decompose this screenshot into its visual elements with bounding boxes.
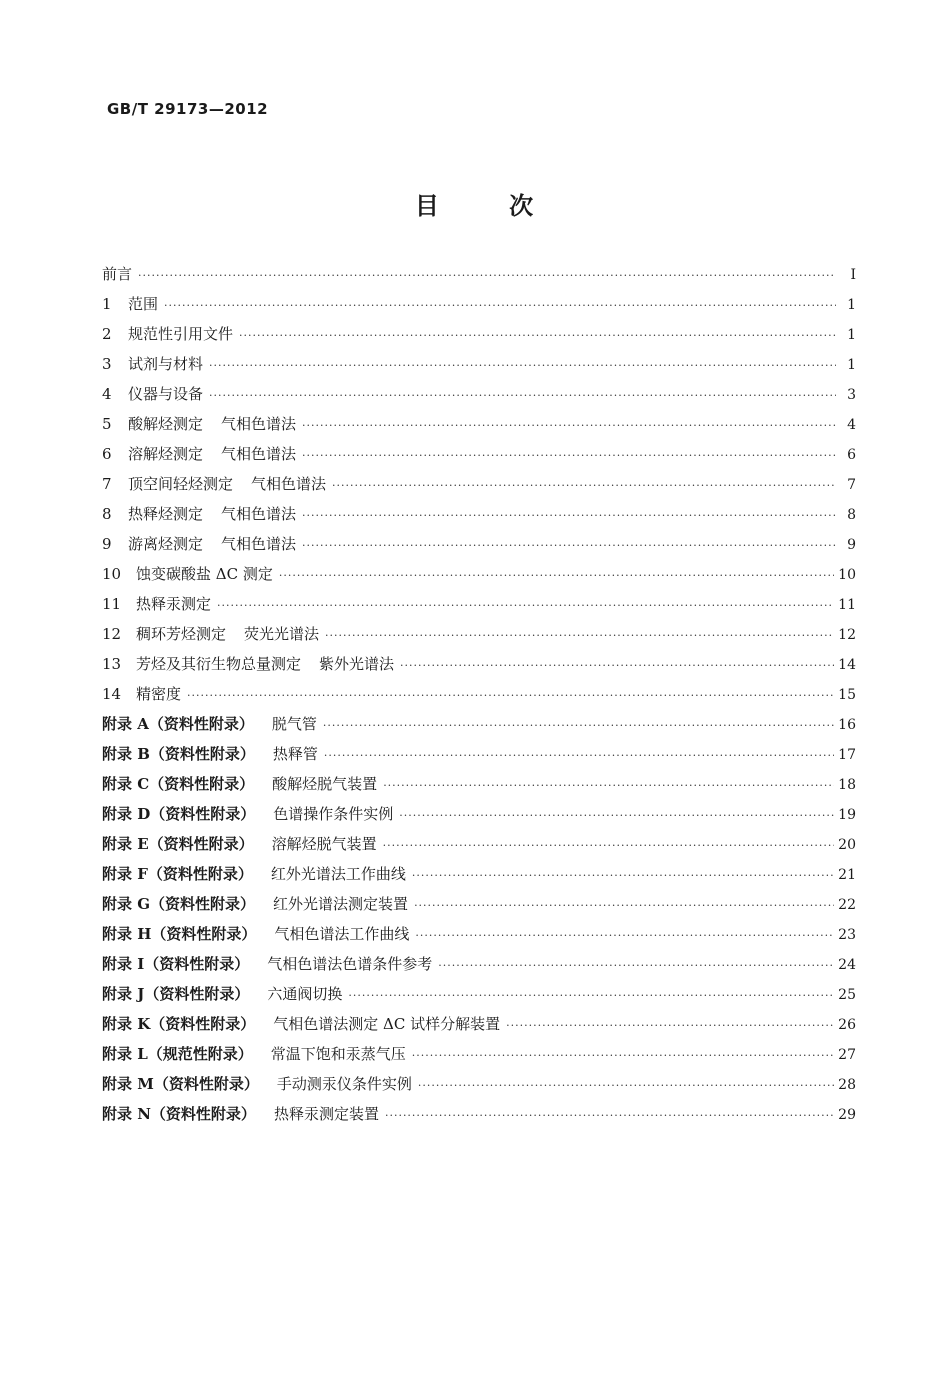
- dot-leader: [438, 959, 834, 972]
- toc-entry[interactable]: [102, 533, 856, 563]
- toc-entry-page: 12: [838, 627, 856, 643]
- dot-leader: [383, 779, 834, 792]
- toc-entry-number: 14: [102, 685, 122, 703]
- toc-annex-label: [102, 1103, 379, 1124]
- annex-title: 手动测汞仪条件实例: [276, 1075, 412, 1093]
- dot-leader: [348, 989, 834, 1002]
- annex-prefix: 附录 M（资料性附录）: [102, 1075, 259, 1093]
- annex-prefix: 附录 I（资料性附录）: [102, 955, 250, 973]
- toc-annex-page: 22: [838, 897, 856, 913]
- toc-entry-title: 芳烃及其衍生物总量测定: [136, 655, 302, 673]
- annex-title: 六通阀切换: [267, 985, 343, 1003]
- toc-entry-label: [102, 503, 296, 524]
- standard-number: GB/T 29173—2012: [107, 100, 269, 118]
- dot-leader: [383, 839, 835, 852]
- toc-entry[interactable]: [102, 503, 856, 533]
- toc-entry-label: [102, 473, 326, 494]
- toc-annex-entry[interactable]: [102, 1013, 856, 1043]
- dot-leader: [302, 449, 836, 462]
- toc-entry-method: 荧光光谱法: [244, 625, 320, 643]
- annex-prefix: 附录 E（资料性附录）: [102, 835, 254, 853]
- dot-leader: [302, 539, 836, 552]
- toc-entry-label: [102, 323, 233, 344]
- toc-entry-title: 蚀变碳酸盐 ΔC 测定: [136, 565, 273, 583]
- annex-title: 气相色谱法色谱条件参考: [267, 955, 433, 973]
- toc-entry-label: [102, 413, 296, 434]
- toc-entry[interactable]: [102, 263, 856, 293]
- toc-entry-page: 4: [847, 417, 856, 433]
- toc-entry-label: [102, 623, 319, 644]
- toc-entry-page: 11: [838, 597, 856, 613]
- toc-entry-label: [102, 533, 296, 554]
- annex-prefix: 附录 A（资料性附录）: [102, 715, 254, 733]
- toc-annex-entry[interactable]: [102, 863, 856, 893]
- toc-entry-number: 6: [102, 445, 112, 463]
- toc-entry-number: 12: [102, 625, 122, 643]
- toc-entry-page: 10: [838, 567, 856, 583]
- toc-entry-method: 气相色谱法: [221, 505, 297, 523]
- toc-entry-number: 1: [102, 295, 112, 313]
- toc-entry[interactable]: [102, 623, 856, 653]
- toc-entry[interactable]: [102, 353, 856, 383]
- dot-leader: [209, 359, 836, 372]
- toc-entry-label: [102, 263, 132, 284]
- toc-annex-label: [102, 953, 432, 974]
- toc-entry-title: 热释汞测定: [136, 595, 212, 613]
- toc-entry-number: 10: [102, 565, 122, 583]
- annex-prefix: 附录 F（资料性附录）: [102, 865, 253, 883]
- toc-annex-entry[interactable]: [102, 773, 856, 803]
- toc-entry-label: [102, 653, 394, 674]
- dot-leader: [302, 419, 836, 432]
- toc-entry-number: 2: [102, 325, 112, 343]
- toc-entry-page: 1: [847, 357, 856, 373]
- annex-prefix: 附录 K（资料性附录）: [102, 1015, 256, 1033]
- toc-entry-number: 13: [102, 655, 122, 673]
- toc-entry-label: [102, 563, 273, 584]
- toc-annex-page: 25: [838, 987, 856, 1003]
- toc-entry[interactable]: [102, 413, 856, 443]
- toc-entry-label: [102, 593, 211, 614]
- toc-entry-title: 稠环芳烃测定: [136, 625, 227, 643]
- toc-entry-title: 试剂与材料: [128, 355, 204, 373]
- toc-entry-number: 8: [102, 505, 112, 523]
- toc-entry-method: 气相色谱法: [251, 475, 327, 493]
- annex-title: 常温下饱和汞蒸气压: [270, 1045, 406, 1063]
- annex-prefix: 附录 B（资料性附录）: [102, 745, 255, 763]
- annex-title: 气相色谱法测定 ΔC 试样分解装置: [273, 1015, 501, 1033]
- toc-annex-page: 28: [838, 1077, 856, 1093]
- annex-prefix: 附录 D（资料性附录）: [102, 805, 256, 823]
- toc-title: 目 次: [414, 192, 536, 220]
- toc-annex-label: [102, 1013, 500, 1034]
- toc-entry-number: 11: [102, 595, 122, 613]
- dot-leader: [239, 329, 836, 342]
- toc-entry-page: 15: [838, 687, 856, 703]
- annex-title: 红外光谱法工作曲线: [270, 865, 406, 883]
- toc-entry-title: 游离烃测定: [128, 535, 204, 553]
- toc-annex-label: [102, 1043, 406, 1064]
- toc-annex-page: 27: [838, 1047, 856, 1063]
- annex-title: 酸解烃脱气装置: [272, 775, 378, 793]
- toc-entry[interactable]: [102, 653, 856, 683]
- toc-entry-page: 1: [847, 297, 856, 313]
- toc-annex-entry[interactable]: [102, 893, 856, 923]
- dot-leader: [325, 629, 834, 642]
- annex-title: 气相色谱法工作曲线: [274, 925, 410, 943]
- toc-entry-number: 7: [102, 475, 112, 493]
- annex-prefix: 附录 L（规范性附录）: [102, 1045, 253, 1063]
- dot-leader: [302, 509, 836, 522]
- toc-entry-method: 气相色谱法: [221, 415, 297, 433]
- toc-entry-page: 1: [847, 327, 856, 343]
- toc-entry-title: 仪器与设备: [128, 385, 204, 403]
- toc-entry[interactable]: [102, 443, 856, 473]
- annex-title: 热释汞测定装置: [273, 1105, 379, 1123]
- toc-entry-page: 3: [847, 387, 856, 403]
- annex-prefix: 附录 G（资料性附录）: [102, 895, 256, 913]
- toc-entry-title: 范围: [128, 295, 159, 313]
- dot-leader: [279, 569, 834, 582]
- toc-annex-entry[interactable]: [102, 1103, 856, 1133]
- dot-leader: [412, 869, 834, 882]
- toc-entry-page: 6: [847, 447, 856, 463]
- dot-leader: [418, 1079, 834, 1092]
- dot-leader: [209, 389, 836, 402]
- toc-annex-entry[interactable]: [102, 953, 856, 983]
- toc-annex-entry[interactable]: [102, 833, 856, 863]
- dot-leader: [217, 599, 834, 612]
- toc-entry-page: Ⅰ: [850, 267, 856, 283]
- toc-entry-label: [102, 383, 203, 404]
- toc-annex-label: [102, 983, 342, 1004]
- toc-annex-label: [102, 923, 409, 944]
- toc-annex-label: [102, 893, 408, 914]
- toc-annex-label: [102, 803, 393, 824]
- toc-entry-page: 9: [847, 537, 856, 553]
- toc-entry-title: 热释烃测定: [128, 505, 204, 523]
- toc-entry-title: 顶空间轻烃测定: [128, 475, 234, 493]
- toc-entry-page: 14: [838, 657, 856, 673]
- toc-annex-entry[interactable]: [102, 1043, 856, 1073]
- dot-leader: [415, 929, 834, 942]
- dot-leader: [506, 1019, 834, 1032]
- toc-annex-entry[interactable]: [102, 713, 856, 743]
- toc-entry[interactable]: [102, 473, 856, 503]
- toc-annex-page: 20: [838, 837, 856, 853]
- toc-annex-page: 24: [838, 957, 856, 973]
- toc-annex-page: 29: [838, 1107, 856, 1123]
- toc-annex-label: [102, 773, 377, 794]
- toc-annex-page: 16: [838, 717, 856, 733]
- toc-entry-title: 酸解烃测定: [128, 415, 204, 433]
- toc-entry[interactable]: [102, 323, 856, 353]
- toc-annex-page: 23: [838, 927, 856, 943]
- annex-prefix: 附录 J（资料性附录）: [102, 985, 250, 1003]
- toc-entry[interactable]: [102, 383, 856, 413]
- annex-title: 热释管: [272, 745, 318, 763]
- annex-title: 脱气管: [271, 715, 317, 733]
- toc-entry-page: 7: [847, 477, 856, 493]
- toc-entry-method: 气相色谱法: [221, 535, 297, 553]
- annex-title: 色谱操作条件实例: [273, 805, 394, 823]
- toc-annex-label: [102, 713, 317, 734]
- annex-prefix: 附录 C（资料性附录）: [102, 775, 255, 793]
- dot-leader: [400, 659, 834, 672]
- toc-entry[interactable]: [102, 593, 856, 623]
- toc-annex-page: 19: [838, 807, 856, 823]
- toc-entry-number: 9: [102, 535, 112, 553]
- toc-entry-method: 紫外光谱法: [319, 655, 395, 673]
- toc-entry-title: 精密度: [136, 685, 182, 703]
- toc-annex-entry[interactable]: [102, 803, 856, 833]
- dot-leader: [324, 749, 834, 762]
- toc-entry[interactable]: [102, 293, 856, 323]
- annex-title: 溶解烃脱气装置: [271, 835, 377, 853]
- annex-title: 红外光谱法测定装置: [273, 895, 409, 913]
- annex-prefix: 附录 H（资料性附录）: [102, 925, 257, 943]
- dot-leader: [332, 479, 836, 492]
- dot-leader: [187, 689, 834, 702]
- toc-annex-page: 18: [838, 777, 856, 793]
- toc-annex-page: 26: [838, 1017, 856, 1033]
- toc-annex-entry[interactable]: [102, 743, 856, 773]
- toc-entry-label: [102, 683, 181, 704]
- toc-annex-label: [102, 863, 406, 884]
- toc-entry[interactable]: [102, 563, 856, 593]
- toc-entry-label: [102, 293, 158, 314]
- dot-leader: [323, 719, 834, 732]
- dot-leader: [164, 299, 836, 312]
- toc-annex-entry[interactable]: [102, 983, 856, 1013]
- toc-entry-number: 5: [102, 415, 112, 433]
- toc-annex-page: 17: [838, 747, 856, 763]
- toc-entry[interactable]: [102, 683, 856, 713]
- toc-entry-number: 3: [102, 355, 112, 373]
- toc-entry-label: [102, 443, 296, 464]
- toc-annex-entry[interactable]: [102, 923, 856, 953]
- toc-entry-number: 4: [102, 385, 112, 403]
- toc-annex-label: [102, 743, 318, 764]
- toc-entry-label: [102, 353, 203, 374]
- dot-leader: [385, 1109, 834, 1122]
- toc-entry-method: 气相色谱法: [221, 445, 297, 463]
- annex-prefix: 附录 N（资料性附录）: [102, 1105, 256, 1123]
- toc-entry-title: 溶解烃测定: [128, 445, 204, 463]
- dot-leader: [414, 899, 834, 912]
- toc-entry-page: 8: [847, 507, 856, 523]
- toc-annex-entry[interactable]: [102, 1073, 856, 1103]
- dot-leader: [399, 809, 834, 822]
- dot-leader: [138, 269, 836, 282]
- table-of-contents: [102, 263, 856, 1133]
- toc-annex-label: [102, 1073, 412, 1094]
- toc-entry-title: 规范性引用文件: [128, 325, 234, 343]
- toc-annex-label: [102, 833, 377, 854]
- toc-entry-title: 前言: [102, 265, 133, 283]
- dot-leader: [412, 1049, 834, 1062]
- toc-annex-page: 21: [838, 867, 856, 883]
